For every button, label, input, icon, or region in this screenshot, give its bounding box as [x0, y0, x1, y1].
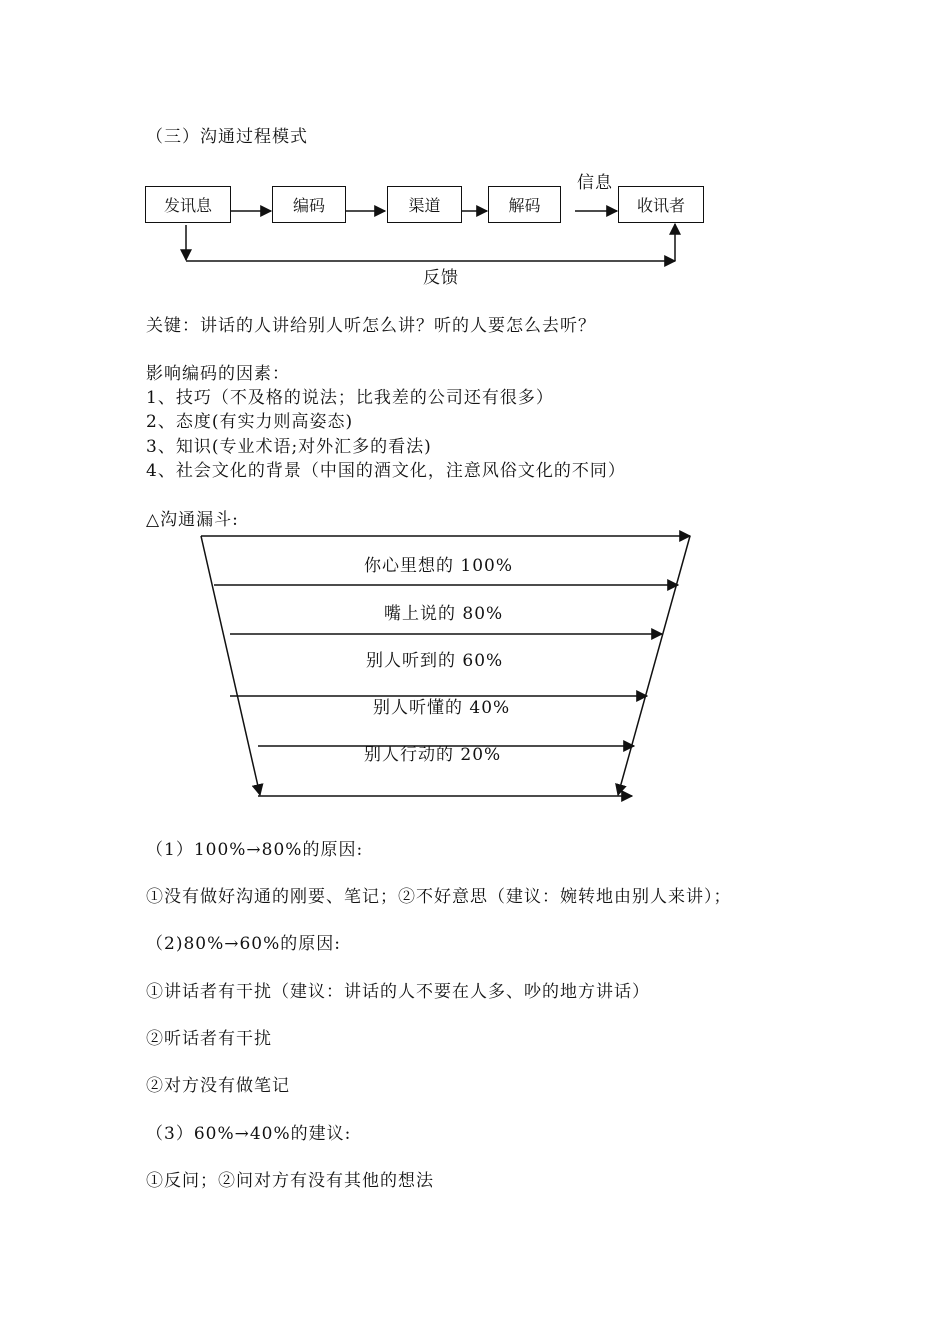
message-label: 信息 [577, 173, 613, 193]
sender-box: 发讯息 [145, 186, 231, 223]
reason-line: ①没有做好沟通的刚要、笔记；②不好意思（建议：婉转地由别人来讲）； [146, 887, 732, 907]
reason-line: （3）60%→40%的建议: [146, 1124, 352, 1144]
reason-line: （2)80%→60%的原因: [146, 934, 341, 954]
reason-line: （1）100%→80%的原因: [146, 840, 364, 860]
funnel-level: 你心里想的 100% [364, 556, 514, 576]
reason-line: ①反问；②问对方有没有其他的想法 [146, 1171, 434, 1191]
reason-line: ①讲话者有干扰（建议：讲话的人不要在人多、吵的地方讲话） [146, 982, 650, 1002]
feedback-label: 反馈 [423, 268, 459, 288]
funnel-heading: △沟通漏斗: [146, 510, 239, 530]
funnel-level: 嘴上说的 80% [384, 604, 504, 624]
decode-box: 解码 [488, 186, 561, 223]
factor-item: 2、态度(有实力则高姿态) [146, 412, 354, 432]
channel-box: 渠道 [387, 186, 462, 223]
key-question: 关键：讲话的人讲给别人听怎么讲？听的人要怎么去听？ [146, 316, 596, 336]
reason-line: ②听话者有干扰 [146, 1029, 272, 1049]
encode-box: 编码 [272, 186, 346, 223]
funnel-level: 别人行动的 20% [364, 745, 502, 765]
receiver-box: 收讯者 [618, 186, 704, 223]
section-title: （三）沟通过程模式 [146, 127, 308, 147]
reason-line: ②对方没有做笔记 [146, 1076, 290, 1096]
factor-item: 4、社会文化的背景（中国的酒文化，注意风俗文化的不同） [146, 461, 626, 481]
factor-item: 1、技巧（不及格的说法；比我差的公司还有很多） [146, 388, 554, 408]
factor-item: 3、知识(专业术语;对外汇多的看法) [146, 437, 432, 457]
factors-heading: 影响编码的因素： [146, 364, 290, 384]
funnel-level: 别人听到的 60% [366, 651, 504, 671]
funnel-level: 别人听懂的 40% [373, 698, 511, 718]
